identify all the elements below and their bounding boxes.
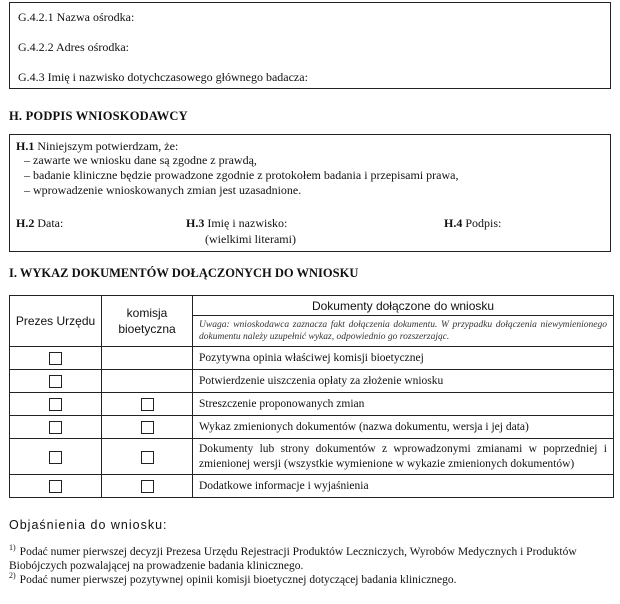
h4-signature-field[interactable] bbox=[444, 216, 501, 231]
g421-label: G.4.2.1 Nazwa ośrodka: bbox=[18, 10, 135, 24]
h2-date-field[interactable] bbox=[16, 216, 63, 231]
document-label: Dokumenty lub strony dokumentów z wprowadzonymi zmianami w poprzedniej i zmienionej wersji (wszystkie wymienione w wykazie zmienionych dokumentów) bbox=[193, 439, 614, 475]
h2-text: Data: bbox=[34, 216, 64, 230]
komisja-checkbox[interactable] bbox=[141, 421, 154, 434]
prezes-cell bbox=[10, 416, 102, 439]
documents-table bbox=[9, 295, 614, 498]
table-row bbox=[10, 475, 614, 498]
h3-code: H.3 bbox=[186, 216, 205, 230]
h1-item-2: – badanie kliniczne będzie prowadzone zgodnie z protokołem badania i przepisami prawa, bbox=[24, 168, 459, 182]
h4-code: H.4 bbox=[444, 216, 463, 230]
prezes-cell bbox=[10, 347, 102, 370]
h3-text: Imię i nazwisko: bbox=[204, 216, 288, 230]
h1-item-3: – wprowadzenie wnioskowanych zmian jest uzasadnione. bbox=[24, 183, 302, 197]
col-header-documents: Dokumenty dołączone do wniosku bbox=[193, 296, 614, 316]
h3-subtext: (wielkimi literami) bbox=[205, 232, 296, 246]
section-g-box bbox=[9, 2, 611, 89]
komisja-cell bbox=[102, 347, 193, 370]
prezes-checkbox[interactable] bbox=[49, 451, 62, 464]
komisja-cell bbox=[102, 439, 193, 475]
prezes-checkbox[interactable] bbox=[49, 375, 62, 388]
prezes-cell bbox=[10, 475, 102, 498]
document-label: Dodatkowe informacje i wyjaśnienia bbox=[193, 475, 614, 498]
komisja-cell bbox=[102, 370, 193, 393]
col-header-komisja: komisja bioetyczna bbox=[102, 296, 193, 347]
g422-label: G.4.2.2 Adres ośrodka: bbox=[18, 40, 129, 54]
komisja-checkbox[interactable] bbox=[141, 480, 154, 493]
document-label: Pozytywna opinia właściwej komisji bioetycznej bbox=[193, 347, 614, 370]
section-h-box bbox=[9, 134, 611, 252]
komisja-cell bbox=[102, 393, 193, 416]
g43-label: G.4.3 Imię i nazwisko dotychczasowego głównego badacza: bbox=[18, 70, 308, 84]
section-i-heading: I. WYKAZ DOKUMENTÓW DOŁĄCZONYCH DO WNIOSKU bbox=[9, 266, 359, 280]
document-label: Wykaz zmienionych dokumentów (nazwa dokumentu, wersja i jej data) bbox=[193, 416, 614, 439]
footnote-2-mark: 2) bbox=[9, 571, 16, 580]
table-row bbox=[10, 439, 614, 475]
komisja-cell bbox=[102, 475, 193, 498]
komisja-cell bbox=[102, 416, 193, 439]
h1-text: Niniejszym potwierdzam, że: bbox=[34, 139, 179, 153]
document-label: Streszczenie proponowanych zmian bbox=[193, 393, 614, 416]
explanations-heading: Objaśnienia do wniosku: bbox=[9, 518, 168, 532]
prezes-checkbox[interactable] bbox=[49, 421, 62, 434]
footnote-1-mark: 1) bbox=[9, 543, 16, 552]
prezes-checkbox[interactable] bbox=[49, 480, 62, 493]
table-row bbox=[10, 393, 614, 416]
h4-text: Podpis: bbox=[462, 216, 502, 230]
prezes-cell bbox=[10, 370, 102, 393]
col-header-prezes: Prezes Urzędu bbox=[10, 296, 102, 347]
table-row bbox=[10, 370, 614, 393]
table-row bbox=[10, 416, 614, 439]
document-label: Potwierdzenie uiszczenia opłaty za złożenie wniosku bbox=[193, 370, 614, 393]
h1-item-1: – zawarte we wniosku dane są zgodne z prawdą, bbox=[24, 153, 257, 167]
table-row bbox=[10, 347, 614, 370]
komisja-checkbox[interactable] bbox=[141, 451, 154, 464]
h2-code: H.2 bbox=[16, 216, 35, 230]
h1-code: H.1 bbox=[16, 139, 35, 153]
documents-note: Uwaga: wnioskodawca zaznacza fakt dołączenia dokumentu. W przypadku dołączenia niewymienionego dokumentu należy uzupełnić wykaz, odpowiednio go rozszerzając. bbox=[193, 316, 614, 347]
section-h-heading: H. PODPIS WNIOSKODAWCY bbox=[9, 109, 188, 123]
h3-name-field[interactable] bbox=[186, 216, 287, 231]
h1-statement bbox=[16, 139, 178, 154]
footnote-1-text: Podać numer pierwszej decyzji Prezesa Urzędu Rejestracji Produktów Leczniczych, Wyrobów Medycznych i Produktów Biobójczych pozwalającej na prowadzenie badania klinicznego. bbox=[9, 545, 577, 572]
prezes-checkbox[interactable] bbox=[49, 352, 62, 365]
footnote-2 bbox=[9, 569, 613, 587]
footnote-2-text: Podać numer pierwszej pozytywnej opinii komisji bioetycznej dotyczącej badania klinicznego. bbox=[19, 573, 457, 586]
prezes-cell bbox=[10, 439, 102, 475]
komisja-checkbox[interactable] bbox=[141, 398, 154, 411]
prezes-cell bbox=[10, 393, 102, 416]
prezes-checkbox[interactable] bbox=[49, 398, 62, 411]
